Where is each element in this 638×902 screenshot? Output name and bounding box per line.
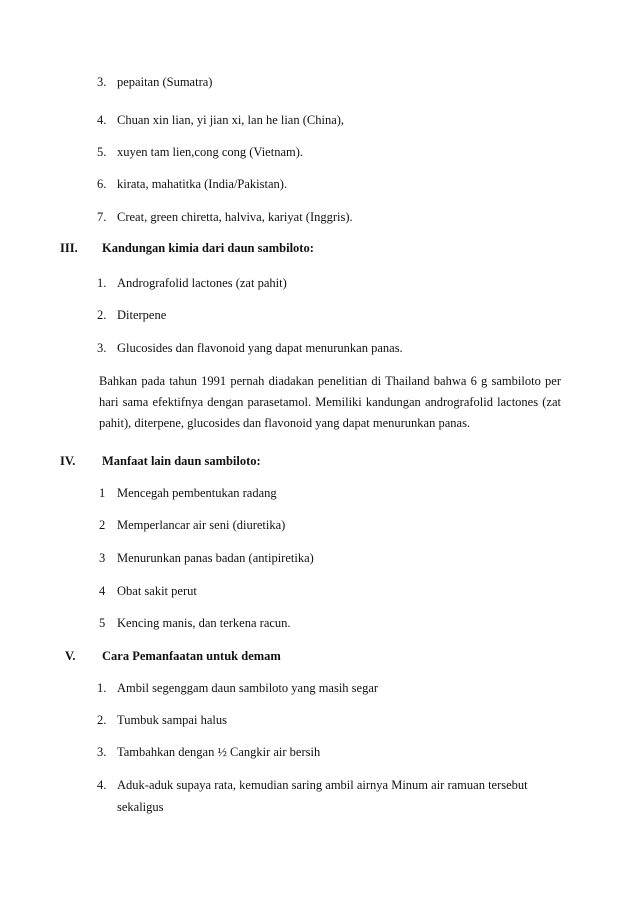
list-item: Ambil segenggam daun sambiloto yang masih segar bbox=[117, 681, 379, 695]
section-title: Manfaat lain daun sambiloto: bbox=[102, 454, 261, 468]
list-number: 4. bbox=[97, 778, 107, 792]
list-item: Glucosides dan flavonoid yang dapat menurunkan panas. bbox=[117, 341, 403, 355]
list-item: Andrografolid lactones (zat pahit) bbox=[117, 276, 287, 290]
list-item: Aduk-aduk supaya rata, kemudian saring ambil airnya Minum air ramuan tersebut bbox=[117, 778, 528, 792]
list-number: 5 bbox=[99, 616, 106, 630]
list-number: 1 bbox=[99, 486, 106, 500]
list-item: Kencing manis, dan terkena racun. bbox=[117, 616, 291, 630]
list-number: 2. bbox=[97, 308, 107, 322]
list-number: 5. bbox=[97, 145, 107, 159]
list-number: 3 bbox=[99, 551, 106, 565]
list-item: Chuan xin lian, yi jian xi, lan he lian (China), bbox=[117, 113, 345, 127]
list-number: 3. bbox=[97, 75, 107, 89]
list-number: 2. bbox=[97, 713, 107, 727]
section-title: Kandungan kimia dari daun sambiloto: bbox=[102, 241, 314, 255]
list-item-continuation: sekaligus bbox=[117, 800, 164, 814]
list-number: 2 bbox=[99, 518, 106, 532]
section-number: V. bbox=[65, 649, 76, 663]
list-item: pepaitan (Sumatra) bbox=[117, 75, 213, 89]
list-item: xuyen tam lien,cong cong (Vietnam). bbox=[117, 145, 303, 159]
section-title: Cara Pemanfaatan untuk demam bbox=[102, 649, 281, 663]
list-number: 4 bbox=[99, 584, 106, 598]
list-number: 7. bbox=[97, 210, 107, 224]
list-number: 6. bbox=[97, 177, 107, 191]
section-number: IV. bbox=[60, 454, 76, 468]
list-item: Tumbuk sampai halus bbox=[117, 713, 227, 727]
list-number: 3. bbox=[97, 745, 107, 759]
section-number: III. bbox=[60, 241, 78, 255]
list-item: Mencegah pembentukan radang bbox=[117, 486, 277, 500]
list-item: Creat, green chiretta, halviva, kariyat (Inggris). bbox=[117, 210, 353, 224]
list-item: Diterpene bbox=[117, 308, 167, 322]
list-item: Menurunkan panas badan (antipiretika) bbox=[117, 551, 314, 565]
list-item: Memperlancar air seni (diuretika) bbox=[117, 518, 286, 532]
list-number: 1. bbox=[97, 276, 107, 290]
list-item: Tambahkan dengan ½ Cangkir air bersih bbox=[117, 745, 321, 759]
list-item: Obat sakit perut bbox=[117, 584, 197, 598]
list-item: kirata, mahatitka (India/Pakistan). bbox=[117, 177, 288, 191]
research-paragraph: Bahkan pada tahun 1991 pernah diadakan penelitian di Thailand bahwa 6 g sambiloto per hari sama efektifnya dengan parasetamol. Memiliki kandungan andrografolid lactones (zat pahit), diterpene, glucosides dan flavonoid yang dapat menurunkan panas. bbox=[99, 374, 561, 430]
list-number: 1. bbox=[97, 681, 107, 695]
list-number: 4. bbox=[97, 113, 107, 127]
list-number: 3. bbox=[97, 341, 107, 355]
